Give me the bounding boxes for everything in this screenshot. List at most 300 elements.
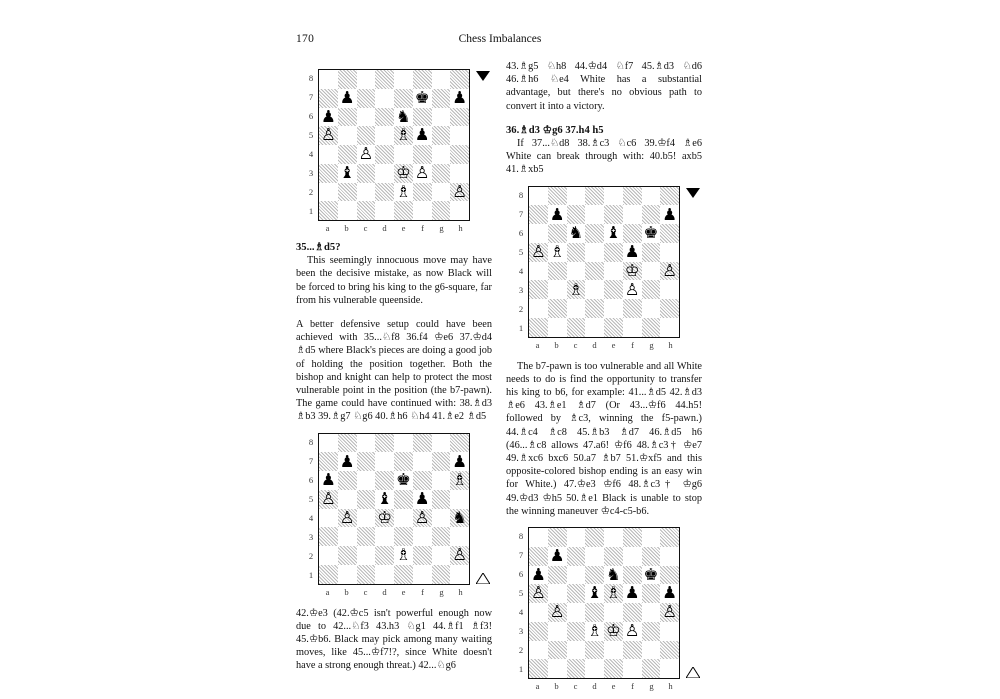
square-b2	[548, 641, 567, 660]
piece-wp-h2: ♙	[452, 545, 468, 565]
square-h3	[450, 527, 469, 546]
rank-label: 8	[308, 436, 314, 447]
square-f2	[413, 546, 432, 565]
piece-wp-c4: ♙	[358, 144, 374, 164]
square-g1	[642, 659, 661, 678]
file-label: d	[382, 223, 387, 233]
square-c2	[567, 641, 586, 660]
square-g2	[432, 546, 451, 565]
rank-labels	[306, 433, 316, 585]
file-label: h	[458, 586, 463, 597]
running-head	[296, 33, 704, 49]
piece-wp-f3: ♙	[624, 620, 640, 640]
square-d5	[375, 490, 394, 509]
square-b6	[548, 224, 567, 243]
piece-wk-e3: ♔	[395, 162, 411, 182]
square-e5	[604, 584, 623, 603]
square-d3	[585, 622, 604, 641]
square-g4	[642, 603, 661, 622]
square-e4	[394, 145, 413, 164]
square-h4	[450, 145, 469, 164]
square-f6	[413, 471, 432, 490]
file-label: f	[421, 586, 424, 597]
piece-bp-f5: ♟	[414, 125, 430, 145]
square-f4	[623, 603, 642, 622]
square-h6	[450, 108, 469, 127]
piece-wp-h2: ♙	[452, 181, 468, 201]
rank-label: 1	[308, 206, 314, 216]
rank-labels	[516, 186, 526, 338]
piece-bp-b7: ♟	[339, 451, 355, 471]
piece-wp-f3: ♙	[624, 279, 640, 299]
square-a8	[529, 528, 548, 547]
square-b1	[548, 659, 567, 678]
square-e1	[394, 201, 413, 220]
chess-board	[518, 186, 680, 350]
square-d5	[585, 243, 604, 262]
square-e7	[604, 547, 623, 566]
file-label: c	[573, 339, 578, 350]
square-c1	[357, 201, 376, 220]
square-g4	[432, 509, 451, 528]
piece-bn-c6: ♞	[568, 223, 584, 243]
piece-bb-d5: ♝	[377, 489, 393, 509]
square-a7	[319, 89, 338, 108]
square-b7	[338, 89, 357, 108]
square-b1	[338, 201, 357, 220]
square-b1	[338, 565, 357, 584]
square-g7	[432, 89, 451, 108]
piece-wb-e5: ♗	[605, 583, 621, 603]
piece-bk-f7: ♚	[414, 87, 430, 107]
piece-bp-f5: ♟	[414, 489, 430, 509]
square-f5	[413, 490, 432, 509]
square-d4	[375, 509, 394, 528]
left-column	[296, 60, 492, 673]
square-d1	[585, 659, 604, 678]
file-label: b	[554, 339, 559, 350]
square-d7	[375, 89, 394, 108]
square-g5	[432, 490, 451, 509]
piece-wk-d4: ♔	[377, 507, 393, 527]
move-heading-36-bd3: 36.♗d3 ♔g6 37.h4 h5	[506, 124, 604, 136]
rank-label: 4	[308, 149, 314, 159]
square-f3	[413, 527, 432, 546]
square-a3	[319, 527, 338, 546]
piece-bb-b3: ♝	[339, 162, 355, 182]
piece-bk-e6: ♚	[395, 470, 411, 490]
square-a2	[529, 299, 548, 318]
square-f8	[413, 70, 432, 89]
square-a4	[529, 262, 548, 281]
square-e5	[394, 490, 413, 509]
rank-label: 5	[518, 588, 524, 599]
rank-label: 5	[308, 130, 314, 140]
square-f7	[413, 89, 432, 108]
square-b8	[338, 70, 357, 89]
square-e3	[604, 622, 623, 641]
square-g4	[642, 262, 661, 281]
paragraph-mistake-explanation: This seemingly innocuous move may have been the decisive mistake, as now Black will be forced to bring his king to the g6-square, far from his vulnerable queenside.	[296, 255, 492, 306]
piece-wb-e2: ♗	[395, 545, 411, 565]
square-b4	[548, 262, 567, 281]
file-label: a	[325, 586, 330, 597]
piece-wb-e2: ♗	[395, 181, 411, 201]
file-label: a	[535, 681, 540, 692]
square-d1	[375, 565, 394, 584]
square-e2	[604, 641, 623, 660]
square-a4	[319, 509, 338, 528]
square-a8	[529, 187, 548, 206]
square-d8	[375, 70, 394, 89]
square-c4	[567, 262, 586, 281]
square-g6	[642, 224, 661, 243]
square-c1	[357, 565, 376, 584]
square-g1	[642, 318, 661, 337]
rank-label: 7	[308, 455, 314, 466]
square-e5	[604, 243, 623, 262]
file-labels	[318, 222, 470, 234]
square-h7	[660, 547, 679, 566]
piece-bp-h7: ♟	[452, 451, 468, 471]
piece-bp-b7: ♟	[339, 87, 355, 107]
rank-label: 7	[518, 550, 524, 561]
rank-label: 3	[308, 531, 314, 542]
square-g3	[642, 622, 661, 641]
file-label: c	[363, 223, 368, 233]
page-number: 170	[296, 33, 315, 45]
square-h4	[660, 262, 679, 281]
file-label: b	[344, 586, 349, 597]
rank-label: 2	[308, 550, 314, 561]
square-b7	[548, 547, 567, 566]
square-h3	[660, 622, 679, 641]
square-c5	[357, 126, 376, 145]
file-label: f	[631, 681, 634, 692]
rank-label: 6	[518, 227, 524, 238]
file-label: f	[421, 223, 424, 233]
piece-bp-f5: ♟	[624, 583, 640, 603]
piece-wb-c3: ♗	[568, 279, 584, 299]
rank-label: 1	[308, 569, 314, 580]
square-a1	[529, 318, 548, 337]
square-b2	[548, 299, 567, 318]
square-b8	[338, 434, 357, 453]
square-h2	[450, 546, 469, 565]
paragraph-42-ke3: 42.♔e3 (42.♔c5 isn't powerful enough now due to 42...♘f3 43.h3 ♘g1 44.♗f1 ♗f3! 45.♔b6. Black may pick among many waiting moves, like 45...♔f7!?, since White doesn't have a strong enough threat.) 42...♘g6	[296, 607, 492, 672]
square-a5	[319, 126, 338, 145]
piece-wb-h6: ♗	[452, 470, 468, 490]
square-b5	[338, 126, 357, 145]
file-label: a	[535, 339, 540, 350]
square-h4	[660, 603, 679, 622]
square-c3	[567, 622, 586, 641]
square-e4	[604, 262, 623, 281]
square-a6	[529, 566, 548, 585]
square-h8	[660, 528, 679, 547]
square-h8	[660, 187, 679, 206]
square-a7	[319, 452, 338, 471]
square-d6	[375, 471, 394, 490]
piece-wb-e5: ♗	[395, 125, 411, 145]
board-squares	[528, 186, 680, 338]
file-label: h	[668, 681, 673, 692]
file-label: d	[382, 586, 387, 597]
rank-label: 3	[308, 168, 314, 178]
square-c7	[567, 205, 586, 224]
square-f4	[413, 509, 432, 528]
square-b1	[548, 318, 567, 337]
square-g2	[642, 299, 661, 318]
square-b6	[338, 471, 357, 490]
square-e8	[604, 528, 623, 547]
square-f5	[413, 126, 432, 145]
square-e1	[604, 659, 623, 678]
piece-wp-h4: ♙	[662, 602, 678, 622]
square-a8	[319, 434, 338, 453]
rank-label: 1	[518, 664, 524, 675]
square-f6	[623, 224, 642, 243]
square-g6	[432, 471, 451, 490]
square-b2	[338, 183, 357, 202]
square-e6	[604, 566, 623, 585]
paragraph-better-defense: A better defensive setup could have been achieved with 35...♘f8 36.f4 ♔e6 37.♔d4 ♗d5 where Black's pieces are doing a good job of holding the position together. Both the bishop and knight can help to protect the most vulnerable point in the position (the b7-pawn). The game could have continued with: 38.♗d3 ♗b3 39.♗g7 ♘g6 40.♗h6 ♘h4 41.♗e2 ♗d5	[296, 319, 492, 423]
square-a4	[319, 145, 338, 164]
rank-label: 2	[518, 645, 524, 656]
square-a6	[319, 108, 338, 127]
rank-label: 7	[308, 92, 314, 102]
chess-diagram-4	[506, 527, 702, 695]
square-g5	[642, 243, 661, 262]
square-g8	[642, 187, 661, 206]
square-f8	[413, 434, 432, 453]
piece-bk-g6: ♚	[643, 564, 659, 584]
rank-label: 3	[518, 626, 524, 637]
rank-label: 4	[518, 265, 524, 276]
square-d7	[375, 452, 394, 471]
piece-wb-b5: ♗	[549, 242, 565, 261]
rank-label: 7	[518, 208, 524, 219]
square-f2	[623, 299, 642, 318]
square-h8	[450, 70, 469, 89]
board-squares	[318, 433, 470, 585]
square-e1	[394, 565, 413, 584]
square-b8	[548, 187, 567, 206]
piece-bp-a6: ♟	[320, 470, 336, 490]
square-b5	[548, 584, 567, 603]
piece-bn-h4: ♞	[452, 507, 468, 527]
square-b4	[338, 145, 357, 164]
file-label: f	[631, 339, 634, 350]
rank-label: 1	[518, 322, 524, 333]
square-h4	[450, 509, 469, 528]
square-d3	[375, 164, 394, 183]
square-g8	[432, 434, 451, 453]
square-b2	[338, 546, 357, 565]
square-d4	[375, 145, 394, 164]
board-squares	[528, 527, 680, 679]
file-label: e	[611, 681, 616, 692]
file-label: g	[649, 339, 654, 350]
square-d1	[375, 201, 394, 220]
rank-label: 2	[518, 303, 524, 314]
file-label: e	[401, 223, 406, 233]
paragraph-b7-pawn-vulnerable: The b7-pawn is too vulnerable and all White needs to do is find the opportunity to transfer his king to b6, for example: 41...♗d5 42.♗d3 ♗e6 43.♗e1 ♗d7 (Or 43...♔f6 44.h5! followed by ♗c3, winning the f5-pawn.) 44.♗c4 ♗c8 45.♗b3 ♗d7 46.♗d5 h6 (46...♗c8 allows 47.a6! ♔f6 48.♗c3† ♔e7 49.♗xc6 bxc6 50.a7 ♗b7 51.♔xf5 and this opposite-colored bishop ending is an easy win for White.) 47.♔e3 ♔f6 48.♗c3† ♔g6 49.♔d3 ♔h5 50.♗e1 Black is unable to stop the winning maneuver ♔c4-c5-b6.	[506, 360, 702, 517]
rank-label: 4	[518, 607, 524, 618]
square-f6	[413, 108, 432, 127]
piece-bk-g6: ♚	[643, 223, 659, 243]
square-c1	[567, 659, 586, 678]
piece-wp-f3: ♙	[414, 162, 430, 182]
square-c1	[567, 318, 586, 337]
piece-bn-e6: ♞	[605, 564, 621, 584]
square-g3	[432, 164, 451, 183]
square-h1	[450, 201, 469, 220]
piece-bn-e6: ♞	[395, 106, 411, 126]
square-f4	[413, 145, 432, 164]
file-label: g	[649, 681, 654, 692]
square-g6	[432, 108, 451, 127]
square-e2	[604, 299, 623, 318]
square-b7	[338, 452, 357, 471]
file-label: d	[592, 339, 597, 350]
square-e4	[394, 509, 413, 528]
square-d2	[585, 299, 604, 318]
square-e3	[604, 280, 623, 299]
square-f1	[623, 318, 642, 337]
square-a5	[529, 584, 548, 603]
square-g3	[642, 280, 661, 299]
piece-bp-a6: ♟	[320, 106, 336, 126]
square-b3	[548, 622, 567, 641]
square-b8	[548, 528, 567, 547]
square-a3	[319, 164, 338, 183]
square-c2	[357, 546, 376, 565]
rank-label: 6	[308, 474, 314, 485]
square-g7	[642, 547, 661, 566]
square-a8	[319, 70, 338, 89]
square-b6	[548, 566, 567, 585]
square-d4	[585, 603, 604, 622]
square-f5	[623, 243, 642, 262]
square-f2	[413, 183, 432, 202]
square-h8	[450, 434, 469, 453]
black-to-move-triangle-icon	[476, 71, 490, 81]
white-to-move-triangle-icon	[476, 573, 490, 584]
rank-label: 6	[308, 111, 314, 121]
chess-board	[308, 69, 470, 233]
rank-labels	[306, 69, 316, 221]
square-g3	[432, 527, 451, 546]
square-c4	[357, 145, 376, 164]
file-label: g	[439, 586, 444, 597]
square-d8	[585, 187, 604, 206]
rank-labels	[516, 527, 526, 679]
square-c8	[567, 528, 586, 547]
square-e6	[394, 108, 413, 127]
square-f3	[413, 164, 432, 183]
chess-diagram-3	[506, 186, 702, 354]
square-b5	[338, 490, 357, 509]
piece-bp-f5: ♟	[624, 242, 640, 261]
paragraph-43-bg5-line: 43.♗g5 ♘h8 44.♔d4 ♘f7 45.♗d3 ♘d6 46.♗h6 ♘e4 White has a substantial advantage, but there's no obvious path to convert it into a victory.	[506, 61, 702, 112]
square-d6	[585, 566, 604, 585]
square-f7	[623, 547, 642, 566]
piece-wp-f4: ♙	[414, 507, 430, 527]
rank-label: 2	[308, 187, 314, 197]
square-d3	[375, 527, 394, 546]
square-c6	[567, 224, 586, 243]
square-e7	[604, 205, 623, 224]
square-d7	[585, 205, 604, 224]
square-a3	[529, 280, 548, 299]
black-to-move-triangle-icon	[686, 188, 700, 198]
piece-bp-h7: ♟	[452, 87, 468, 107]
square-h7	[450, 89, 469, 108]
square-b5	[548, 243, 567, 262]
square-e7	[394, 452, 413, 471]
rank-label: 6	[518, 569, 524, 580]
white-to-move-triangle-icon	[686, 667, 700, 678]
piece-wp-b4: ♙	[549, 602, 565, 622]
square-f8	[623, 187, 642, 206]
square-h1	[660, 659, 679, 678]
piece-wb-d3: ♗	[587, 620, 603, 640]
square-c6	[357, 108, 376, 127]
square-e2	[394, 546, 413, 565]
piece-wk-e3: ♔	[605, 620, 621, 640]
square-c5	[567, 243, 586, 262]
square-d6	[585, 224, 604, 243]
file-label: h	[458, 223, 463, 233]
paragraph-if-37-nd8: If 37...♘d8 38.♗c3 ♘c6 39.♔f4 ♗e6 White can break through with: 40.b5! axb5 41.♗xb5	[506, 138, 702, 176]
square-c4	[357, 509, 376, 528]
square-e1	[604, 318, 623, 337]
square-g1	[432, 201, 451, 220]
square-e3	[394, 527, 413, 546]
square-f4	[623, 262, 642, 281]
square-d6	[375, 108, 394, 127]
piece-bp-a6: ♟	[530, 564, 546, 584]
square-h6	[660, 224, 679, 243]
file-label: b	[554, 681, 559, 692]
piece-wp-a5: ♙	[320, 125, 336, 145]
rank-label: 8	[308, 73, 314, 83]
piece-wp-a5: ♙	[320, 489, 336, 509]
square-g6	[642, 566, 661, 585]
square-e7	[394, 89, 413, 108]
file-label: c	[363, 586, 368, 597]
square-a7	[529, 547, 548, 566]
square-f6	[623, 566, 642, 585]
square-e2	[394, 183, 413, 202]
file-label: e	[401, 586, 406, 597]
square-g2	[432, 183, 451, 202]
square-a7	[529, 205, 548, 224]
book-title: Chess Imbalances	[458, 33, 542, 45]
chess-board	[308, 433, 470, 597]
square-e3	[394, 164, 413, 183]
square-f1	[413, 565, 432, 584]
square-a6	[529, 224, 548, 243]
piece-bp-b7: ♟	[549, 204, 565, 224]
square-d2	[375, 183, 394, 202]
square-b6	[338, 108, 357, 127]
square-d8	[375, 434, 394, 453]
square-f3	[623, 622, 642, 641]
square-a5	[529, 243, 548, 262]
square-c5	[567, 584, 586, 603]
